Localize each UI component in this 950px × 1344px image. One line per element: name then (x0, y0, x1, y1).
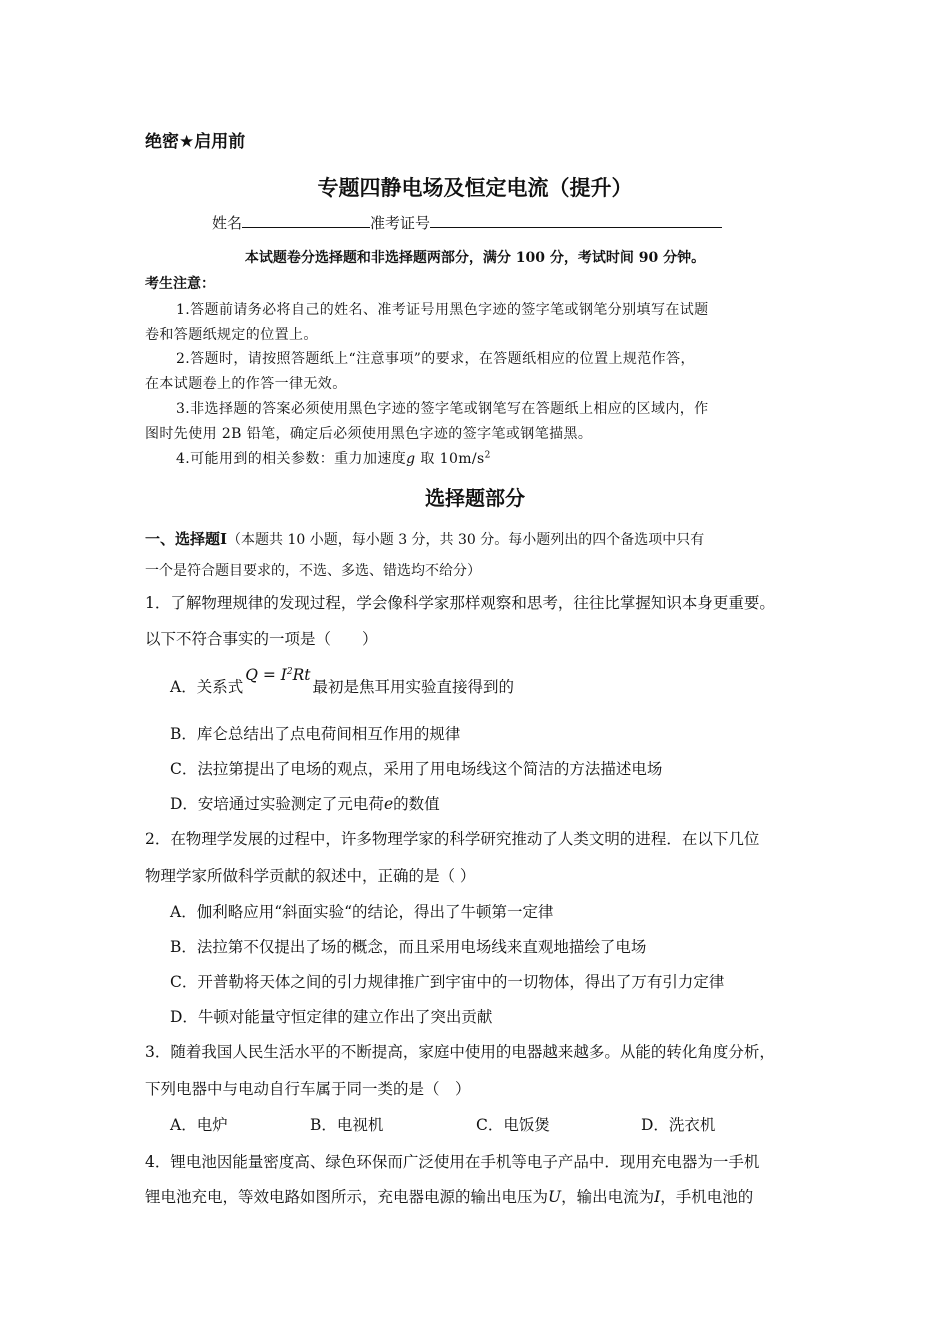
voltage-symbol: U (548, 1188, 562, 1206)
part1-desc-1: （本题共 10 小题，每小题 3 分，共 30 分。每小题列出的四个备选项中只有 (227, 532, 705, 548)
q3-stem-line-2: 下列电器中与电动自行车属于同一类的是（ ） (145, 1080, 471, 1098)
q1-option-a-text: 最初是焦耳用实验直接得到的 (312, 678, 515, 696)
q3-stem-line-1: 3．随着我国人民生活水平的不断提高，家庭中使用的电器越来越多。从能的转化角度分析， (145, 1043, 775, 1061)
name-blank (242, 212, 370, 228)
confidential-label: 绝密★启用前 (145, 132, 246, 152)
current-symbol: I (654, 1188, 661, 1206)
formula-tail: Rt (292, 666, 311, 684)
q2-option-d: D．牛顿对能量守恒定律的建立作出了突出贡献 (170, 1008, 493, 1026)
notice-2-line-2: 在本试题卷上的作答一律无效。 (145, 376, 347, 392)
q1-option-a (170, 666, 515, 697)
q1-option-d-prefix: D．安培通过实验测定了元电荷 (170, 795, 384, 813)
notice-4-value: 取 10m/s (415, 451, 485, 467)
q3-option-a: A．电炉 (170, 1116, 228, 1134)
q1-option-a-prefix: A．关系式 (170, 678, 244, 696)
formula-exponent: 2 (286, 666, 293, 677)
name-row (212, 212, 722, 233)
q2-stem-line-2: 物理学家所做科学贡献的叙述中，正确的是（ ） (145, 867, 476, 885)
part1-line-2: 一个是符合题目要求的，不选、多选、错选均不给分） (145, 563, 481, 579)
notice-3-line-1: 3.非选择题的答案必须使用黑色字迹的签字笔或钢笔写在答题纸上相应的区域内，作 (176, 401, 709, 417)
notice-3-line-2: 图时先使用 2B 铅笔，确定后必须使用黑色字迹的签字笔或钢笔描黑。 (145, 426, 593, 442)
q1-option-c: C．法拉第提出了电场的观点，采用了用电场线这个简洁的方法描述电场 (170, 760, 663, 778)
q1-stem-line-2: 以下不符合事实的一项是（ ） (145, 630, 378, 648)
q2-option-c: C．开普勒将天体之间的引力规律推广到宇宙中的一切物体，得出了万有引力定律 (170, 973, 725, 991)
section-title: 选择题部分 (425, 486, 525, 510)
formula-main: Q = I (245, 666, 287, 684)
q3-option-c: C．电饭煲 (476, 1116, 550, 1134)
notice-4-text: 4.可能用到的相关参数：重力加速度 (176, 451, 407, 467)
gravity-symbol: g (406, 451, 416, 467)
q1-option-b: B．库仑总结出了点电荷间相互作用的规律 (170, 725, 461, 743)
name-label: 姓名 (212, 214, 243, 232)
q4-text-1: 锂电池充电，等效电路如图所示，充电器电源的输出电压为 (145, 1188, 549, 1206)
q4-stem-line-1: 4．锂电池因能量密度高、绿色环保而广泛使用在手机等电子产品中．现用充电器为一手机 (145, 1153, 760, 1171)
notice-heading: 考生注意： (145, 276, 215, 292)
id-label: 准考证号 (370, 214, 431, 232)
q2-option-a: A．伽利略应用“斜面实验“的结论，得出了牛顿第一定律 (170, 903, 554, 921)
q1-option-d-suffix: 的数值 (393, 795, 440, 813)
q2-option-b: B．法拉第不仅提出了场的概念，而且采用电场线来直观地描绘了电场 (170, 938, 647, 956)
q4-text-2: ，输出电流为 (561, 1188, 655, 1206)
q1-formula (245, 666, 310, 684)
q3-option-b: B．电视机 (310, 1116, 384, 1134)
id-blank (430, 212, 722, 228)
charge-symbol: e (383, 795, 394, 813)
q2-stem-line-1: 2．在物理学发展的过程中，许多物理学家的科学研究推动了人类文明的进程．在以下几位 (145, 830, 760, 848)
notice-4-exponent: 2 (484, 450, 491, 461)
exam-summary: 本试题卷分选择题和非选择题两部分，满分 100 分，考试时间 90 分钟。 (244, 250, 706, 266)
notice-1-line-2: 卷和答题纸规定的位置上。 (145, 327, 318, 343)
notice-1-line-1: 1.答题前请务必将自己的姓名、准考证号用黑色字迹的签字笔或钢笔分别填写在试题 (176, 302, 709, 318)
page-title: 专题四静电场及恒定电流（提升） (317, 176, 633, 200)
notice-4 (176, 448, 491, 468)
part1-line-1 (145, 528, 704, 549)
q4-text-3: ，手机电池的 (660, 1188, 754, 1206)
q3-option-d: D．洗衣机 (641, 1116, 716, 1134)
q1-stem-line-1: 1．了解物理规律的发现过程，学会像科学家那样观察和思考，往往比掌握知识本身更重要。 (145, 594, 775, 612)
part1-label: 一、选择题Ⅰ (145, 530, 228, 548)
q1-option-d (170, 792, 440, 814)
notice-2-line-1: 2.答题时，请按照答题纸上“注意事项”的要求，在答题纸相应的位置上规范作答， (176, 351, 695, 367)
q4-stem-line-2 (145, 1185, 753, 1207)
